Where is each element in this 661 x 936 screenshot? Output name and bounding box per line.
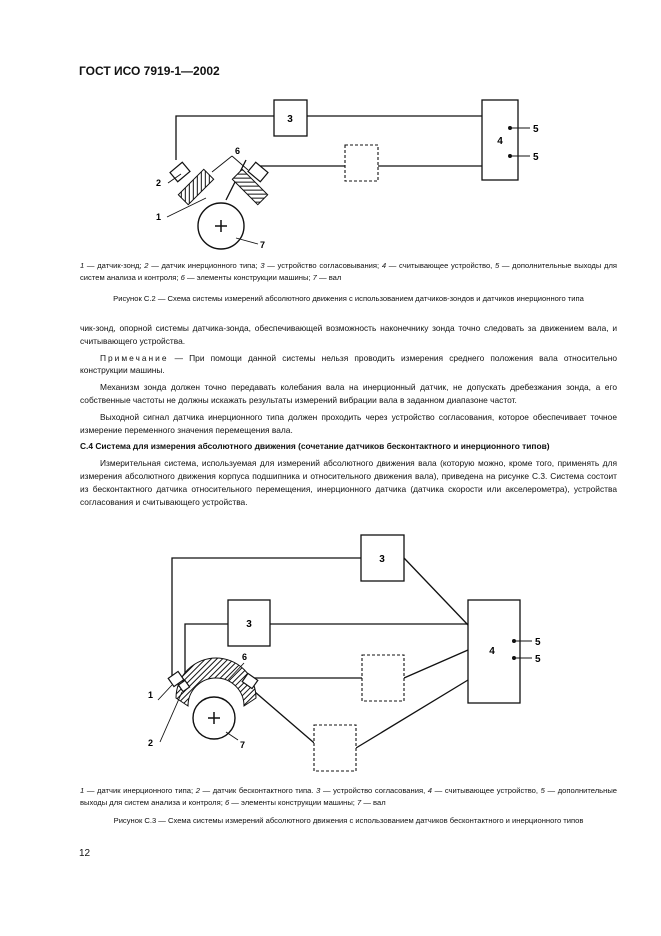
label-6: 6 [242, 652, 248, 662]
figure-c2-legend [80, 260, 617, 284]
legend-item: 2 — датчик бесконтактного типа. [195, 786, 317, 795]
legend-item: 1 — датчик инерционного типа; [80, 786, 196, 795]
label-2: 1 [156, 212, 162, 222]
note-text: — При помощи данной системы нельзя проводить измерения среднего положения вала относительно конструкции машины. [80, 352, 617, 376]
label-2: 2 [148, 738, 154, 748]
page-number: 12 [79, 848, 91, 859]
legend-item: 7 — вал [357, 798, 386, 807]
figure-c3-title: Рисунок С.3 — Схема системы измерений абсолютного движения с использованием датчиков бесконтактного и инерционного типов [113, 816, 584, 825]
figure-c2-diagram [0, 90, 661, 255]
paragraph: чик-зонд, опорной системы датчика-зонда, обеспечивающей возможность наконечнику зонда точно следовать за движением вала, и считывающего устройства. [80, 323, 617, 346]
label-7: 7 [240, 740, 246, 750]
legend-item: 7 — вал [312, 273, 342, 282]
legend-item: 6 — элементы конструкции машины; [224, 798, 357, 807]
legend-item: 3 — устройство согласования, [316, 786, 428, 795]
label-1: 2 [156, 178, 162, 188]
legend-item: 4 — считывающее устройство, [381, 261, 495, 270]
legend-item: 3 — устройство согласовывания; [260, 261, 382, 270]
block-optional-matching-device [345, 145, 378, 181]
note-paragraph [80, 352, 617, 378]
label-block-3-upper: 3 [379, 554, 385, 565]
label-block-3-middle: 3 [246, 619, 252, 630]
figure-c2-title: Рисунок С.2 — Схема системы измерений абсолютного движения с использованием датчиков-зондов и датчиков инерционного типа [113, 294, 584, 303]
document-header: ГОСТ ИСО 7919-1—2002 [79, 64, 220, 78]
label-block-4: 4 [497, 136, 503, 147]
legend-item: 5 — дополнительные выходы для систем анализа и контроля; [80, 261, 617, 282]
label-block-4: 4 [489, 646, 495, 657]
paragraph: Измерительная система, используемая для измерений абсолютного движения вала (которую можно, кроме того, применять для измерения абсолютного движения корпуса подшипника и относительного движения вала), приведена на рисунке С.3. Система состоит из бесконтактного датчика относительного перемещения, инерционного датчика (датчика скорости или акселерометра), устройства согласования и считывающего устройства. [80, 458, 617, 507]
label-6: 6 [235, 146, 241, 156]
legend-item: 4 — считывающее устройство, [427, 786, 541, 795]
figure-c3-diagram [0, 530, 661, 780]
legend-item: 5 — дополнительные выходы для систем анализа и контроля; [80, 786, 618, 807]
legend-item: 6 — элементы конструкции машины; [180, 273, 313, 282]
label-output-5b: 5 [533, 152, 539, 163]
paragraph: Механизм зонда должен точно передавать колебания вала на инерционный датчик, не допускать дребезжания зонда, а его собственные частоты не должны искажать результаты измерений вибрации вала в заданном диапазоне частот. [80, 382, 617, 405]
section-heading: С.4 Система для измерения абсолютного движения (сочетание датчиков бесконтактного и инерционного типов) [80, 441, 550, 452]
figure-c3-legend [80, 785, 617, 809]
body-text [80, 322, 617, 512]
paragraph: Выходной сигнал датчика инерционного типа должен проходить через устройство согласования, которое обеспечивает точное измерение переменного значения перемещения вала. [80, 411, 617, 435]
wire-probe-to-block3 [176, 116, 274, 160]
label-7: 7 [260, 240, 266, 250]
label-block-3: 3 [287, 114, 293, 125]
block-optional-lower [314, 725, 356, 771]
label-output-5b: 5 [535, 654, 541, 665]
label-1: 1 [148, 690, 154, 700]
legend-item: 2 — датчик инерционного типа; [144, 261, 261, 270]
probe-sensor [170, 162, 190, 181]
block-optional-upper [362, 655, 404, 701]
legend-item: 1 — датчик-зонд; [80, 261, 145, 270]
label-output-5a: 5 [533, 124, 539, 135]
note-label: Примечание [100, 352, 169, 363]
label-output-5a: 5 [535, 637, 541, 648]
